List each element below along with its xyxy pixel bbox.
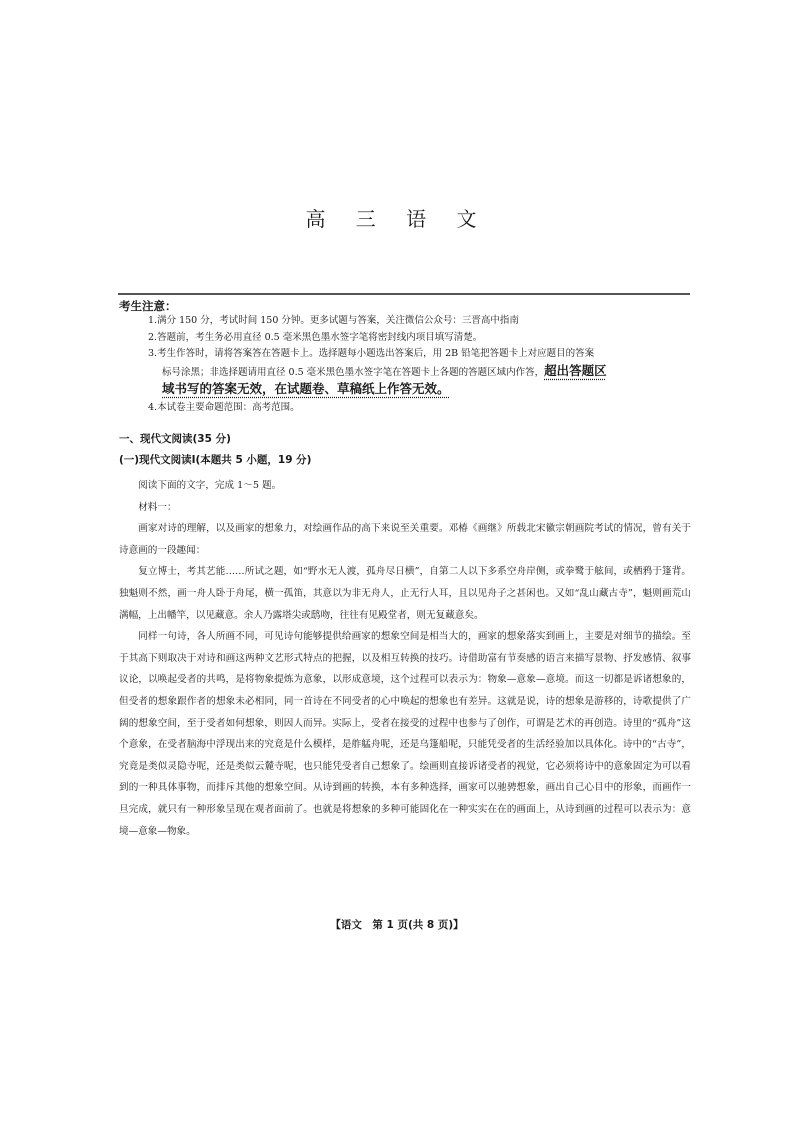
section-heading: 一、现代文阅读(35 分) xyxy=(119,433,231,445)
reading-passage xyxy=(119,475,691,842)
header-divider xyxy=(118,293,690,295)
passage-paragraph: 画家对诗的理解，以及画家的想象力，对绘画作品的高下来说至关重要。邓椿《画继》所载北宋徽宗朝画院考试的情况，曾有关于诗意画的一段趣闻： xyxy=(119,523,691,556)
passage-paragraph: 同样一句诗，各人所画不同，可见诗句能够提供给画家的想象空间是相当大的，画家的想象落实到画上，主要是对细节的描绘。至于其高下则取决于对诗和画这两种文艺形式特点的把握，以及相互转换的技巧。诗借助富有节奏感的语言来描写景物、抒发感情、叙事议论，以唤起受者的共鸣，是将物象提炼为意象，以形成意境，这个过程可以表示为：物象—意象—意境。而这一切都是诉诸想象的，但受者的想象跟作者的想象未必相同，同一首诗在不同受者的心中唤起的想象也有差异。这就是说，诗的想象是游移的，诗歌提供了广阔的想象空间，至于受者如何想象，则因人而异。实际上，受者在接受的过程中也参与了创作，可谓是艺术的再创造。诗里的“孤舟”这个意象，在受者脑海中浮现出来的究竟是什么模样，是舴艋舟呢，还是乌篷船呢，只能凭受者的生活经验加以具体化。诗中的“古寺”，究竟是类似灵隐寺呢，还是类似云麓寺呢，也只能凭受者自己想象了。绘画则直接诉诸受者的视觉，它必须将诗中的意象固定为可以看到的一种具体事物，而排斥其他的想象空间。从诗到画的转换，本有多种选择，画家可以驰骋想象，画出自己心目中的形象，而画作一旦完成，就只有一种形象呈现在观者面前了。也就是将想象的多种可能固化在一种实实在在的画面上，从诗到画的过程可以表示为：意境—意象—物象。 xyxy=(119,631,691,837)
notice-item-3-continued xyxy=(148,363,693,382)
notice-item-3-warning-line xyxy=(148,381,693,400)
notice-item-3: 3.考生作答时，请将答案答在答题卡上。选择题每小题选出答案后，用 2B 铅笔把答题卡上对应题目的答案 xyxy=(148,348,595,359)
notice-warning-2: 域书写的答案无效，在试题卷、草稿纸上作答无效。 xyxy=(162,381,450,396)
notice-list xyxy=(148,313,693,416)
notice-warning-1: 超出答题区 xyxy=(544,362,607,378)
exam-title: 高 三 语 文 xyxy=(305,207,489,231)
passage-paragraph: 复立博士，考其艺能……所试之题，如“野水无人渡，孤舟尽日横”，自第二人以下多系空舟岸侧，或拳鹭于舷间，或栖鸦于篷背。独魁则不然，画一舟人卧于舟尾，横一孤笛，其意以为非无舟人，止无行人耳，且以见舟子之甚闲也。又如“乱山藏古寺”，魁则画荒山满幅，上出幡竿，以见藏意。余人乃露塔尖或鸱吻，往往有见殿堂者，则无复藏意矣。 xyxy=(119,566,691,621)
notice-item-2: 2.答题前，考生务必用直径 0.5 毫米黑色墨水签字笔将密封线内项目填写清楚。 xyxy=(148,331,483,343)
notice-item-3-plain: 标号涂黑；非选择题请用直径 0.5 毫米黑色墨水签字笔在答题卡上各题的答题区域内作答， xyxy=(162,366,545,378)
notice-item-1: 1.满分 150 分，考试时间 150 分钟。更多试题与答案，关注微信公众号：三晋高中指南 xyxy=(148,315,519,326)
notice-heading: 考生注意： xyxy=(119,299,177,313)
notice-item-4: 4.本试卷主要命题范围：高考范围。 xyxy=(148,401,300,413)
subsection-heading: (一)现代文阅读Ⅰ(本题共 5 小题，19 分) xyxy=(119,454,312,466)
material-label: 材料一： xyxy=(138,501,177,513)
page-footer: 【语文 第 1 页(共 8 页)】 xyxy=(330,919,464,931)
instruction-text: 阅读下面的文字，完成 1～5 题。 xyxy=(138,480,282,491)
